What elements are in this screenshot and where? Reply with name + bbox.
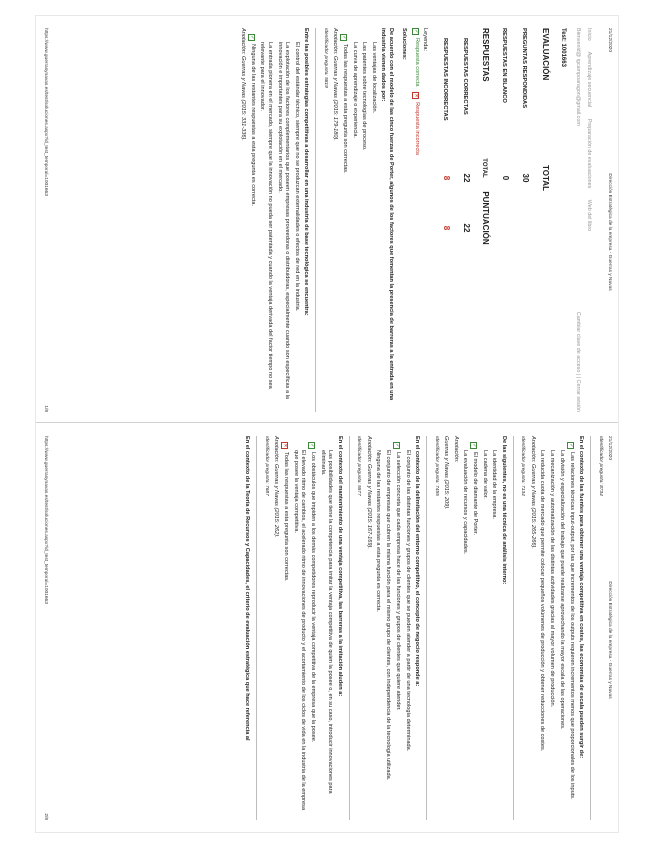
account-links[interactable]: Cambiar clave de acceso | | Cerrar sesión <box>575 311 582 412</box>
respuestas-total-label: TOTAL <box>481 158 488 178</box>
separator <box>426 436 427 820</box>
page-footer <box>42 436 48 820</box>
correctas-total: 22 <box>461 173 471 183</box>
correctas-puntos: 22 <box>461 223 471 233</box>
question-5: En el contexto de la delimitación del entorno competitivo, el concepto de negocio responde a: <box>414 436 421 687</box>
separator <box>513 436 514 820</box>
separator <box>315 28 316 412</box>
user-welcome: Bienvenid@ igcampoaragon@gmail.com <box>575 28 582 126</box>
nav-item-web-libro[interactable]: Web del libro <box>585 199 592 232</box>
cross-icon: ✕ <box>282 443 289 448</box>
nav-item-preparacion[interactable]: Preparación de evaluaciones <box>585 118 592 189</box>
footer-url[interactable]: https://www.guerrasynavas.es/test/soluciones.aspx?id_test_temporal=1001663 <box>43 28 49 196</box>
question-id: Identificador pregunta: 7687 <box>263 436 269 496</box>
soluciones-title: Soluciones: <box>401 28 408 60</box>
option: Ninguna de las restantes respuestas a esta pregunta es correcta. <box>375 450 382 613</box>
annotation: Anotación: <box>452 436 459 463</box>
option: El conjunto de las distintas funciones y grupos de clientes que se pueden atender a partir de una tecnología determinada. <box>404 450 411 752</box>
question-id: Identificador pregunta: 7134 <box>520 436 526 496</box>
check-icon: ✓ <box>341 35 348 40</box>
page-divider <box>36 422 618 423</box>
question-2: Entre las posibles estrategias competitivas a desarrollar en una industria de base tecnológica se encuentra: <box>303 28 310 316</box>
header-date: 21/12/2020 <box>607 436 612 461</box>
blanco-label: RESPUESTAS EN BLANCO <box>501 28 508 103</box>
option-correct: La selección concreta que cada empresa hace de las funciones y grupos de clientes que quiere atender. <box>395 452 402 711</box>
question-id: Identificador pregunta: 7455 <box>433 436 439 496</box>
option-correct: El modelo de diamante de Porter. <box>472 452 479 536</box>
option: La explotación de los factores complementarios que poseen empresas proveedoras o distribuidoras, especialmente cuando son específicas a la innovación e importantes para su explotación en el mercado. <box>276 42 291 399</box>
header-title: Dirección Estratégica de la empresa - Guerras y Navas <box>607 173 612 291</box>
check-icon: ✓ <box>471 443 478 448</box>
evaluation-heading <box>539 28 550 412</box>
incorrectas-puntos: 8 <box>441 225 451 231</box>
annotation: Anotación: Guerras y Navas (2015: 265-266). <box>529 436 536 549</box>
footer-url[interactable]: https://www.guerrasynavas.es/test/soluciones.aspx?id_test_temporal=1001663 <box>43 436 49 604</box>
check-icon: ✓ <box>413 29 420 34</box>
test-id: Test: 1001663 <box>559 28 566 67</box>
option: Las posibilidades que tiene la competencia para imitar la ventaja competitiva de quien la posee o, en su caso, introducir innovaciones para eliminarla. <box>319 450 334 794</box>
check-icon: ✓ <box>567 443 574 448</box>
legend-title: Leyenda: <box>422 28 428 52</box>
row-respuestas-header <box>480 28 491 412</box>
option-incorrect: Todas las respuestas a esta pregunta son correctas. <box>283 452 290 582</box>
option: La cadena de valor. <box>481 450 488 499</box>
evaluation-label: EVALUACIÓN <box>540 28 550 81</box>
total-label: TOTAL <box>540 165 550 191</box>
question-id: Identificador pregunta: 5819 <box>322 28 328 88</box>
page-header <box>606 28 612 412</box>
nav-item-aprendizaje[interactable]: Aprendizaje secuencial <box>585 51 592 108</box>
legend <box>412 28 428 412</box>
option: La reducida cuota de mercado que permite colocar pequeños volúmenes de producción y obtener reducciones de costes. <box>539 450 546 752</box>
option: La mecanización y automatización de las distintas actividades gracias al mayor volumen de producción. <box>548 450 555 708</box>
question-3: En el contexto de las fuentes para obtener una ventaja competitiva en costes, las economías de escala pueden surgir de: <box>578 436 585 759</box>
option: La identidad de la empresa. <box>491 450 498 520</box>
row-correctas <box>460 28 471 412</box>
option: La entrada pionera en el mercado, siempre que la innovación no pueda ser patentada y cuando la ventaja derivada del factor tiempo no sea relevante para el innovador. <box>259 42 273 389</box>
question-id: Identificador pregunta: 5577 <box>356 436 362 496</box>
check-icon: ✓ <box>248 35 255 40</box>
row-incorrectas <box>440 28 451 412</box>
question-4: De las siguientes, no es una técnica de análisis interno: <box>500 436 507 585</box>
option-correct: Todas las respuestas a esta pregunta son correctas. <box>342 44 349 174</box>
page-header <box>606 436 612 820</box>
option: Las ventajas de localización. <box>370 42 377 114</box>
annotation: Anotación: Guerras y Navas (2015: 331-336). <box>239 28 246 141</box>
option-correct: Los obstáculos que impiden a los demás competidores reproducir la ventaja competitiva de la empresa que la posee. <box>310 452 317 743</box>
question-6: En el contexto del mantenimiento de una ventaja competitiva, las barreras a la imitación aluden a: <box>336 436 343 697</box>
header-title: Dirección Estratégica de la empresa - Guerras y Navas <box>607 581 612 699</box>
annotation: Anotación: Guerras y Navas (2015: 262). <box>273 436 280 538</box>
option: Las patentes sobre tecnologías de proceso. <box>361 42 368 151</box>
header-date: 21/12/2020 <box>607 28 612 53</box>
footer-page: 2/8 <box>43 813 49 820</box>
incorrectas-label: RESPUESTAS INCORRECTAS <box>441 38 448 121</box>
option-correct: Ninguna de las restantes respuestas a esta pregunta es correcta. <box>249 44 256 207</box>
document-sheet <box>36 16 618 832</box>
footer-page: 1/8 <box>43 405 49 412</box>
legend-correct: Respuesta correcta <box>414 38 421 87</box>
respuestas-label: RESPUESTAS <box>481 28 491 82</box>
check-icon: ✓ <box>394 443 401 448</box>
puntuacion-label: PUNTUACIÓN <box>481 191 491 245</box>
annotation-source: Guerras y Navas (2015: 209). <box>443 436 450 510</box>
correctas-label: RESPUESTAS CORRECTAS <box>461 38 468 115</box>
option-correct: Las relaciones técnicas input-output, por las que incrementos de los outputs requieren incrementos menos que proporcionales de los inputs. <box>568 452 575 800</box>
preguntas-value: 30 <box>521 173 531 183</box>
option: El elevado ritmo de cambios, el acelerado ritmo de innovaciones de producto y el acortamiento de los ciclos de vida en la industria de la empresa que posee la ventaja competitiva. <box>292 450 307 811</box>
page-1 <box>36 18 618 422</box>
question-1: De acuerdo con el modelo de las cinco fuerzas de Porter, algunos de los factores que fomentan la presencia de barreras a la entrada en una industria vienen dados por: <box>380 28 394 401</box>
separator <box>590 436 591 820</box>
nav-item-inicio[interactable]: Inicio <box>585 28 592 41</box>
row-preguntas <box>519 28 530 412</box>
option: La curva de aprendizaje o experiencia. <box>351 42 358 139</box>
option: El control del estándar técnico, siempre que no se produzcan externalidades o efectos de red en la industria. <box>293 42 300 312</box>
user-bar <box>574 28 581 412</box>
option: La división y especialización del trabajo que puede realizarse aprovechando la mayor escala de las operaciones. <box>558 450 565 730</box>
question-id: Identificador pregunta: 8734 <box>597 436 603 496</box>
annotation: Anotación: Guerras y Navas (2015: 167-169). <box>365 436 372 549</box>
preguntas-label: PREGUNTAS RESPONDIDAS <box>521 28 528 109</box>
option: La evaluación de recursos y capacidades. <box>462 450 469 555</box>
row-blanco <box>499 28 510 412</box>
legend-incorrect: Respuesta incorrecta <box>414 102 421 155</box>
annotation: Anotación: Guerras y Navas (2015: 179-180). <box>332 28 339 141</box>
page-2 <box>36 426 618 830</box>
cross-icon: ✕ <box>413 93 420 98</box>
blanco-value: 0 <box>501 175 511 181</box>
question-7: En el contexto de la Teoría de Recursos y Capacidades, el criterio de evaluación estratégica que hace referencia al <box>244 436 251 741</box>
site-nav <box>584 28 591 412</box>
incorrectas-total: 8 <box>441 175 451 181</box>
check-icon: ✓ <box>309 443 316 448</box>
option: El conjunto de empresas que cubren la misma función para el mismo grupo de clientes, con independencia de la tecnología utilizada. <box>385 450 392 781</box>
separator <box>349 436 350 820</box>
page-footer <box>42 28 48 412</box>
separator <box>256 436 257 820</box>
